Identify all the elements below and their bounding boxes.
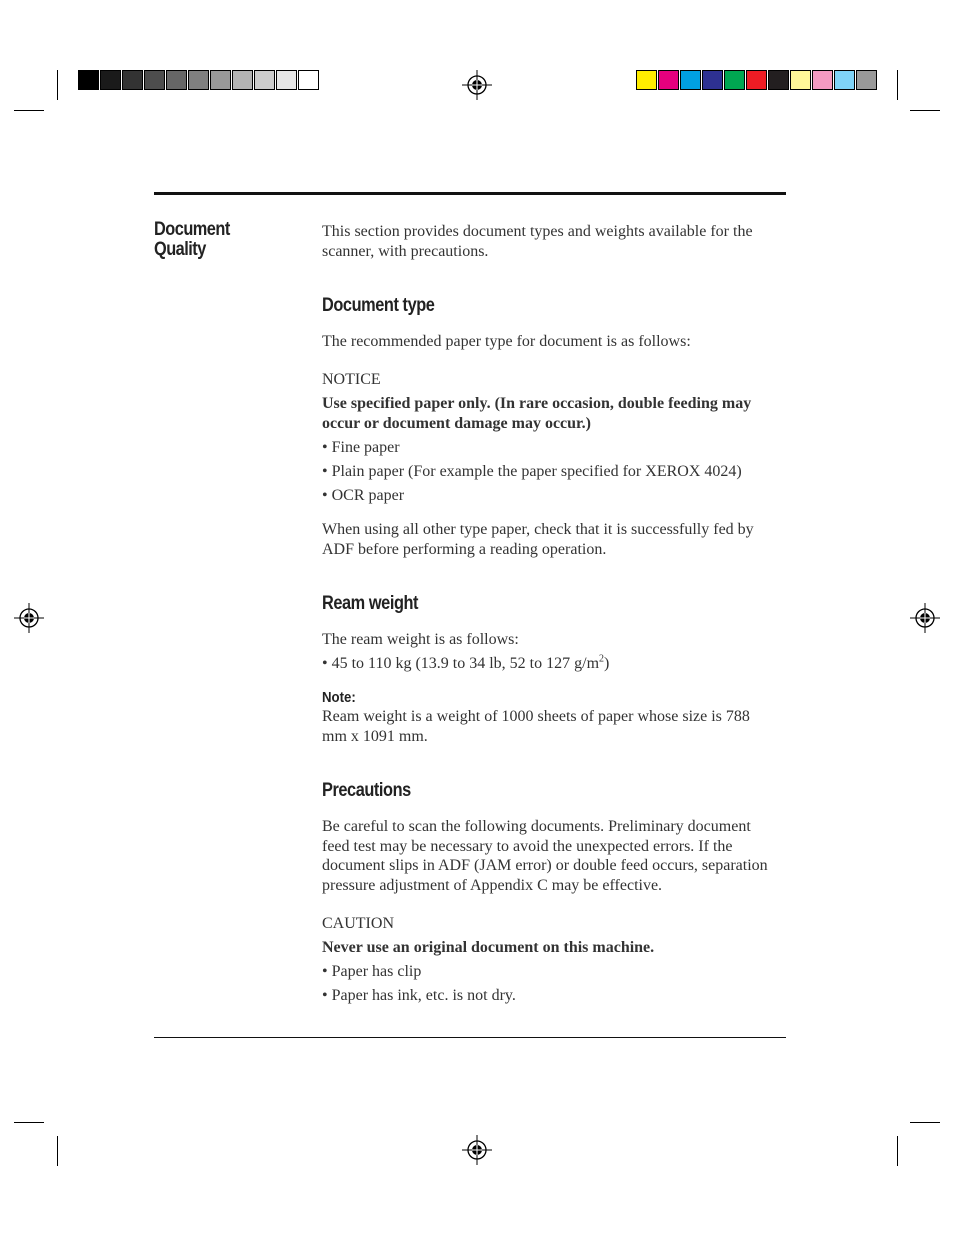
document-type-heading: Document type: [322, 295, 435, 316]
gray-swatch: [210, 70, 231, 90]
list-item: • Paper has ink, etc. is not dry.: [322, 987, 516, 1004]
notice-label: NOTICE: [322, 371, 381, 388]
crop-mark: [897, 70, 898, 100]
gray-swatch: [144, 70, 165, 90]
crop-mark: [14, 1122, 44, 1123]
gray-swatch: [188, 70, 209, 90]
color-swatch: [658, 70, 679, 90]
gray-swatch: [254, 70, 275, 90]
ream-weight-superscript: 2: [599, 653, 605, 665]
gray-swatch: [298, 70, 319, 90]
crop-mark: [57, 70, 58, 100]
color-swatch: [680, 70, 701, 90]
document-type-closing: When using all other type paper, check that it is successfully fed by ADF before performing a reading operation.: [322, 521, 754, 558]
section-intro: This section provides document types and weights available for the scanner, with precautions.: [322, 223, 753, 260]
gray-swatch: [166, 70, 187, 90]
caution-label: CAUTION: [322, 915, 394, 932]
section-title-line2: Quality: [154, 239, 206, 260]
registration-mark-icon: [14, 603, 44, 633]
color-swatch: [834, 70, 855, 90]
precautions-intro: Be careful to scan the following documents. Preliminary document feed test may be necessary to avoid the unexpected errors. If the document slips in ADF (JAM error) or double feed occurs, separation pressure adjustment of Appendix C may be effective.: [322, 818, 768, 894]
gray-swatch: [78, 70, 99, 90]
color-swatch: [746, 70, 767, 90]
list-item: • OCR paper: [322, 487, 405, 504]
ream-weight-heading: Ream weight: [322, 593, 419, 614]
registration-mark-icon: [462, 70, 492, 100]
crop-mark: [57, 1136, 58, 1166]
crop-mark: [910, 110, 940, 111]
ream-weight-range-end: ): [604, 655, 610, 672]
color-swatch: [856, 70, 877, 90]
list-item: • Paper has clip: [322, 963, 422, 980]
gray-swatch: [122, 70, 143, 90]
crop-mark: [14, 110, 44, 111]
color-swatch: [768, 70, 789, 90]
gray-swatch: [232, 70, 253, 90]
document-type-intro: The recommended paper type for document is as follows:: [322, 333, 691, 350]
list-item: • Plain paper (For example the paper specified for XEROX 4024): [322, 463, 742, 480]
color-swatch: [790, 70, 811, 90]
section-title: [154, 220, 230, 260]
precautions-heading: Precautions: [322, 780, 411, 801]
color-swatch: [636, 70, 657, 90]
notice-text: Use specified paper only. (In rare occasion, double feeding may occur or document damage may occur.): [322, 395, 752, 432]
color-swatch: [702, 70, 723, 90]
color-swatch: [812, 70, 833, 90]
caution-text: Never use an original document on this machine.: [322, 939, 655, 956]
ream-weight-intro: The ream weight is as follows:: [322, 631, 519, 648]
list-item: • Fine paper: [322, 439, 400, 456]
gray-swatch: [276, 70, 297, 90]
note-text: Ream weight is a weight of 1000 sheets of paper whose size is 788 mm x 1091 mm.: [322, 708, 750, 745]
crop-mark: [910, 1122, 940, 1123]
registration-mark-icon: [910, 603, 940, 633]
list-item: [322, 654, 777, 674]
bottom-rule: [154, 1037, 786, 1038]
ream-weight-range: • 45 to 110 kg (13.9 to 34 lb, 52 to 127 g/m: [322, 655, 600, 672]
crop-mark: [897, 1136, 898, 1166]
color-swatch: [724, 70, 745, 90]
registration-mark-icon: [462, 1135, 492, 1165]
section-title-line1: Document: [154, 219, 230, 240]
note-label: Note:: [322, 689, 356, 706]
top-rule: [154, 192, 786, 195]
gray-swatch: [100, 70, 121, 90]
